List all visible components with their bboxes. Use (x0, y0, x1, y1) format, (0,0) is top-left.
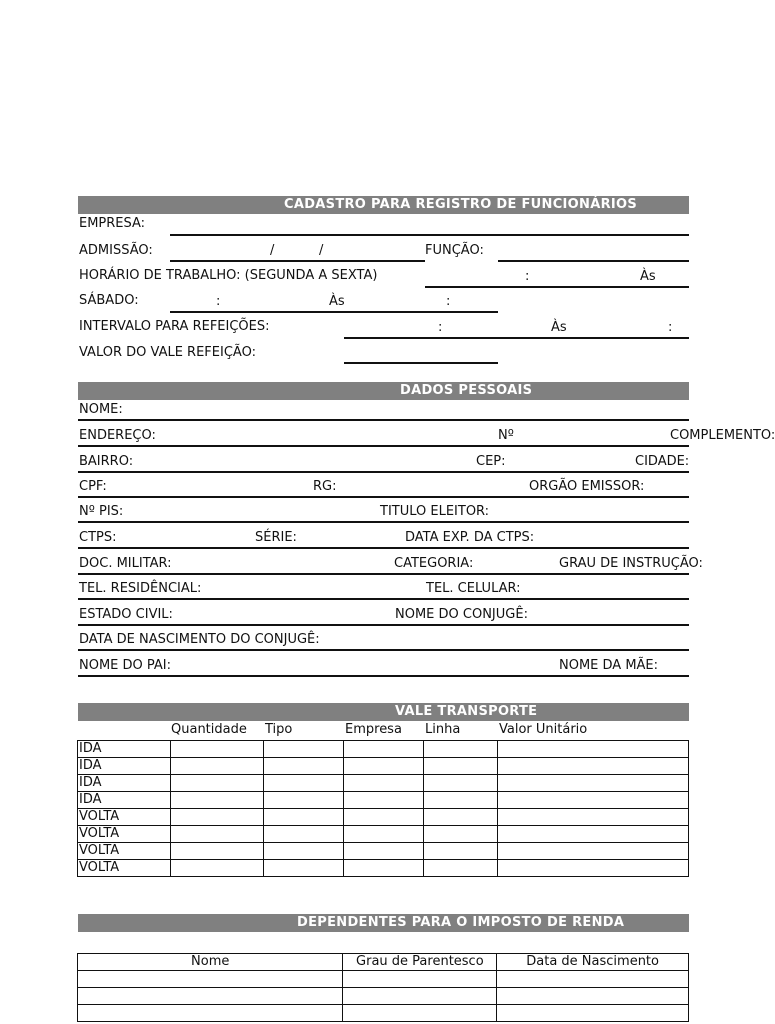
table-header-row (78, 954, 689, 971)
table-cell[interactable] (498, 860, 689, 877)
endereco-field[interactable] (78, 445, 689, 447)
table-cell[interactable] (424, 775, 498, 792)
dependentes-col-header: Data de Nascimento (497, 954, 689, 971)
vale-row-label: VOLTA (78, 843, 171, 860)
cadastro-header (78, 196, 689, 214)
horario-inicio-field[interactable] (425, 286, 498, 288)
cidade-label: CIDADE: (635, 454, 690, 469)
grau-instrucao-label: GRAU DE INSTRUÇÃO: (559, 556, 703, 571)
horario-fim-field[interactable] (498, 286, 689, 288)
table-cell[interactable] (78, 1005, 343, 1022)
table-row (78, 775, 689, 792)
table-cell[interactable] (264, 843, 344, 860)
tel-residencial-label: TEL. RESIDÊNCIAL: (79, 581, 202, 596)
pis-field[interactable] (78, 521, 689, 523)
table-cell[interactable] (344, 843, 424, 860)
intervalo-colon: : (668, 320, 673, 335)
serie-label: SÉRIE: (255, 530, 297, 545)
sabado-field[interactable] (170, 311, 498, 313)
vale-row-label: IDA (78, 792, 171, 809)
table-cell[interactable] (171, 741, 264, 758)
table-cell[interactable] (344, 775, 424, 792)
nome-pai-label: NOME DO PAI: (79, 658, 172, 673)
table-cell[interactable] (344, 826, 424, 843)
table-cell[interactable] (171, 826, 264, 843)
table-cell[interactable] (344, 860, 424, 877)
doc-militar-label: DOC. MILITAR: (79, 556, 172, 571)
table-cell[interactable] (343, 988, 497, 1005)
table-row (78, 1005, 689, 1022)
table-cell[interactable] (264, 792, 344, 809)
dados-title: DADOS PESSOAIS (400, 383, 533, 398)
empresa-label: EMPRESA: (79, 216, 146, 231)
table-cell[interactable] (171, 758, 264, 775)
nome-pai-field[interactable] (78, 675, 689, 677)
nome-conjuge-label: NOME DO CONJUGÊ: (395, 607, 528, 622)
admissao-separator: / (319, 243, 324, 258)
table-row (78, 860, 689, 877)
table-cell[interactable] (171, 809, 264, 826)
table-cell[interactable] (498, 792, 689, 809)
vale-row-label: VOLTA (78, 826, 171, 843)
vale-row-label: IDA (78, 775, 171, 792)
cep-label: CEP: (476, 454, 506, 469)
rg-label: RG: (313, 479, 337, 494)
orgao-emissor-label: ORGÃO EMISSOR: (529, 479, 645, 494)
funcao-label: FUNÇÃO: (425, 243, 484, 258)
table-cell[interactable] (344, 758, 424, 775)
vale-refeicao-field[interactable] (344, 362, 498, 364)
table-cell[interactable] (344, 741, 424, 758)
table-cell[interactable] (498, 826, 689, 843)
vale-row-label: VOLTA (78, 860, 171, 877)
ctps-label: CTPS: (79, 530, 117, 545)
vale-col-header: Empresa (345, 722, 402, 737)
table-cell[interactable] (78, 971, 343, 988)
vale-row-label: VOLTA (78, 809, 171, 826)
data-nasc-conjuge-label: DATA DE NASCIMENTO DO CONJUGÊ: (79, 632, 320, 647)
endereco-label: ENDEREÇO: (79, 428, 156, 443)
data-ctps-label: DATA EXP. DA CTPS: (405, 530, 535, 545)
dependentes-col-header: Nome (78, 954, 343, 971)
admissao-field[interactable] (170, 260, 425, 262)
table-cell[interactable] (264, 809, 344, 826)
intervalo-colon: : (438, 320, 443, 335)
table-cell[interactable] (424, 792, 498, 809)
tel-celular-label: TEL. CELULAR: (426, 581, 521, 596)
table-row (78, 809, 689, 826)
dependentes-table (77, 953, 689, 1022)
complemento-label: COMPLEMENTO: (670, 428, 775, 443)
table-cell[interactable] (264, 775, 344, 792)
table-row (78, 792, 689, 809)
table-cell[interactable] (171, 775, 264, 792)
funcao-field[interactable] (498, 260, 689, 262)
table-cell[interactable] (424, 860, 498, 877)
table-cell[interactable] (497, 971, 689, 988)
intervalo-label: INTERVALO PARA REFEIÇÕES: (79, 319, 270, 334)
dependentes-header (78, 914, 689, 932)
table-row (78, 988, 689, 1005)
table-cell[interactable] (497, 1005, 689, 1022)
table-cell[interactable] (497, 988, 689, 1005)
sabado-colon: : (446, 294, 451, 309)
table-cell[interactable] (344, 792, 424, 809)
empresa-field[interactable] (170, 234, 689, 236)
table-row (78, 843, 689, 860)
sabado-label: SÁBADO: (79, 293, 139, 308)
bairro-label: BAIRRO: (79, 454, 134, 469)
vale-header (78, 703, 689, 721)
table-row (78, 826, 689, 843)
cadastro-title: CADASTRO PARA REGISTRO DE FUNCIONÁRIOS (284, 197, 638, 212)
cpf-field[interactable] (78, 496, 689, 498)
dependentes-title: DEPENDENTES PARA O IMPOSTO DE RENDA (297, 915, 625, 930)
table-cell[interactable] (424, 758, 498, 775)
horario-label: HORÁRIO DE TRABALHO: (SEGUNDA A SEXTA) (79, 268, 378, 283)
admissao-label: ADMISSÃO: (79, 243, 153, 258)
nome-field[interactable] (78, 419, 689, 421)
table-cell[interactable] (171, 860, 264, 877)
nome-mae-label: NOME DA MÃE: (559, 658, 659, 673)
table-cell[interactable] (171, 792, 264, 809)
estado-civil-label: ESTADO CIVIL: (79, 607, 173, 622)
ctps-field[interactable] (78, 547, 689, 549)
table-cell[interactable] (498, 741, 689, 758)
table-cell[interactable] (264, 826, 344, 843)
vale-col-header: Quantidade (171, 722, 247, 737)
table-cell[interactable] (498, 809, 689, 826)
table-row (78, 971, 689, 988)
categoria-label: CATEGORIA: (394, 556, 474, 571)
table-cell[interactable] (424, 809, 498, 826)
estado-civil-field[interactable] (78, 624, 689, 626)
telefone-field[interactable] (78, 598, 689, 600)
table-cell[interactable] (343, 971, 497, 988)
intervalo-field[interactable] (344, 337, 689, 339)
horario-as: Às (640, 269, 656, 284)
titulo-eleitor-label: TITULO ELEITOR: (380, 504, 490, 519)
bairro-field[interactable] (78, 471, 689, 473)
nome-label: NOME: (79, 402, 123, 417)
table-cell[interactable] (78, 988, 343, 1005)
table-cell[interactable] (424, 826, 498, 843)
numero-label: Nº (498, 428, 514, 443)
data-nasc-conjuge-field[interactable] (78, 649, 689, 651)
vale-row-label: IDA (78, 758, 171, 775)
table-cell[interactable] (343, 1005, 497, 1022)
table-cell[interactable] (424, 843, 498, 860)
vale-title: VALE TRANSPORTE (395, 704, 538, 719)
cpf-label: CPF: (79, 479, 107, 494)
vale-col-header: Linha (425, 722, 461, 737)
horario-colon: : (525, 269, 530, 284)
table-row (78, 758, 689, 775)
vale-col-header: Valor Unitário (499, 722, 588, 737)
table-cell[interactable] (264, 741, 344, 758)
sabado-colon: : (216, 294, 221, 309)
table-cell[interactable] (424, 741, 498, 758)
dados-header (78, 382, 689, 400)
table-cell[interactable] (498, 775, 689, 792)
table-cell[interactable] (498, 843, 689, 860)
table-cell[interactable] (264, 860, 344, 877)
intervalo-as: Às (551, 320, 567, 335)
table-cell[interactable] (498, 758, 689, 775)
vale-col-header: Tipo (265, 722, 293, 737)
sabado-as: Às (329, 294, 345, 309)
table-cell[interactable] (171, 843, 264, 860)
vale-table (77, 740, 689, 877)
vale-row-label: IDA (78, 741, 171, 758)
dependentes-col-header: Grau de Parentesco (343, 954, 497, 971)
table-cell[interactable] (264, 758, 344, 775)
pis-label: Nº PIS: (79, 504, 124, 519)
table-row (78, 741, 689, 758)
vale-refeicao-label: VALOR DO VALE REFEIÇÃO: (79, 345, 256, 360)
doc-militar-field[interactable] (78, 573, 689, 575)
admissao-separator: / (270, 243, 275, 258)
table-cell[interactable] (344, 809, 424, 826)
